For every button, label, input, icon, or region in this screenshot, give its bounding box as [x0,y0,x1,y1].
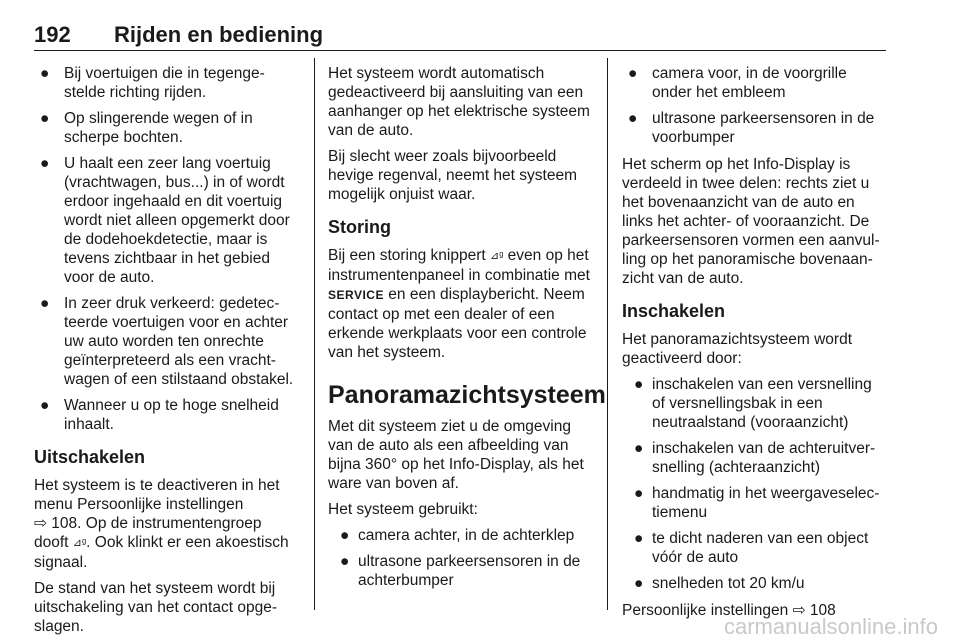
list-item: ● U haalt een zeer lang voertuig (vrachtwagen, bus...) in of wordt erdoor ingehaald en dit voertuig wordt niet alleen opgemerkt door de dodehoekdetectie, maar is tevens zichtbaar in het gebied voor de auto. [40,155,290,286]
paragraph: Persoonlijke instellingen ⇨ 108 [622,602,836,619]
list-item: ● Op slingerende wegen of in scherpe bochten. [40,110,253,146]
section-heading-inschakelen: Inschakelen [622,301,726,321]
list-item: ● snelheden tot 20 km/u [634,575,805,592]
page-header [34,22,886,50]
section-heading-uitschakelen: Uitschakelen [34,447,146,467]
list-item: ● camera voor, in de voorgrille onder het embleem [628,65,847,101]
paragraph: Het panoramazichtsysteem wordt geactiveerd door: [622,331,853,367]
blind-spot-warning-icon: ⊿ᵍ [489,250,504,262]
list-item: ● handmatig in het weergaveselec- tiemenu [634,485,880,521]
paragraph: Bij slecht weer zoals bijvoorbeeld hevige regenval, neemt het systeem mogelijk onjuist waar. [328,148,577,203]
bullet-list [328,526,594,590]
chapter-title: Rijden en bediening [114,22,324,47]
list-item: ● Wanneer u op te hoge snelheid inhaalt. [40,397,279,433]
main-heading-panoramazichtsysteem: Panoramazichtsysteem [328,381,606,409]
column-2 [328,64,606,598]
paragraph: Bij een storing knippert ⊿ᵍ even op het instrumentenpaneel in combinatie met SERVICE en een displaybericht. Neem contact op met een dealer of een erkende werkplaats voor een controle van het systeem. [328,247,590,361]
list-item: ● ultrasone parkeersensoren in de achterbumper [340,553,581,589]
list-item: ● camera achter, in de achterklep [340,527,575,544]
column-divider-1 [314,58,315,610]
blind-spot-warning-icon: ⊿ᵍ [72,537,87,549]
page-reference-link[interactable]: ⇨ 108 [34,515,78,532]
bullet-list [622,64,888,147]
page-number: 192 [34,22,71,47]
watermark: carmanualsonline.info [723,614,938,639]
page-reference-link[interactable]: ⇨ 108 [792,602,836,619]
list-item: ● ultrasone parkeersensoren in de voorbumper [628,110,875,146]
paragraph: Het systeem is te deactiveren in het menu Persoonlijke instellingen ⇨ 108. Op de instrumentengroep dooft ⊿ᵍ. Ook klinkt er een akoestisch signaal. [34,477,289,571]
paragraph: Het scherm op het Info-Display is verdeeld in twee delen: rechts ziet u het bovenaanzicht van de auto en links het achter- of vooraanzicht. De parkeersensoren vormen een aanvul- ling op het panoramische bovenaan- zicht van de auto. [622,156,880,287]
list-item: ● Bij voertuigen die in tegenge- stelde richting rijden. [40,65,265,101]
list-item: ● te dicht naderen van een object vóór de auto [634,530,869,566]
paragraph: Met dit systeem ziet u de omgeving van de auto als een afbeelding van bijna 360° op het Info-Display, als het ware van boven af. [328,418,584,492]
paragraph: Het systeem wordt automatisch gedeactiveerd bij aansluiting van een aanhanger op het elektrische systeem van de auto. [328,65,590,139]
bullet-list [622,375,888,593]
column-divider-2 [607,58,608,610]
column-3 [622,64,888,627]
list-item: ● inschakelen van de achteruitver- snelling (achteraanzicht) [634,440,876,476]
service-indicator: SERVICE [328,288,384,302]
column-1 [34,64,300,643]
bullet-list [34,64,300,434]
list-item: ● inschakelen van een versnelling of versnellingsbak in een neutraalstand (vooraanzicht) [634,376,872,431]
paragraph: De stand van het systeem wordt bij uitschakeling van het contact opge- slagen. [34,580,277,635]
list-item: ● In zeer druk verkeerd: gedetec- teerde voertuigen voor en achter uw auto worden ten onrechte geïnterpreteerd als een vracht- wagen of een stilstaand obstakel. [40,295,294,388]
paragraph: Het systeem gebruikt: [328,501,478,518]
header-divider [34,50,886,51]
section-heading-storing: Storing [328,217,391,237]
